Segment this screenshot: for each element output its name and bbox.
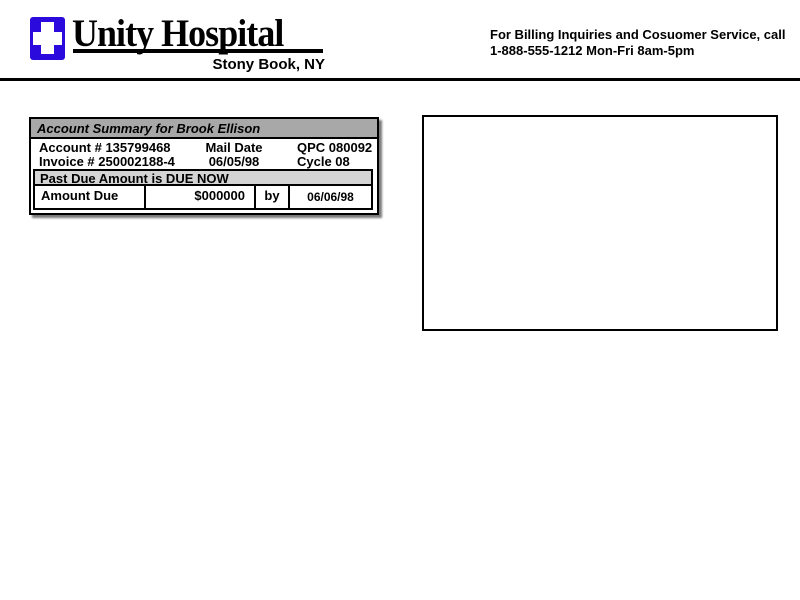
hospital-name: Unity Hospital (72, 12, 284, 55)
hospital-tagline: Stony Book, NY (212, 56, 325, 73)
qpc-cycle-column (297, 141, 372, 169)
header-divider (0, 78, 800, 81)
qpc-code: QPC 080092 (297, 140, 373, 155)
past-due-box (33, 169, 373, 210)
cycle-number: Cycle 08 (297, 154, 350, 169)
blank-box (422, 115, 778, 331)
amount-due-label: Amount Due (35, 186, 146, 208)
amount-due-value: $000000 (146, 186, 256, 208)
past-due-header: Past Due Amount is DUE NOW (35, 171, 371, 186)
due-date-value: 06/06/98 (307, 190, 354, 204)
account-summary-box (29, 117, 379, 215)
mail-date-label: Mail Date (205, 140, 263, 155)
billing-contact-info (490, 27, 785, 59)
medical-cross-icon (30, 17, 65, 60)
contact-line-2: 1-888-555-1212 Mon-Fri 8am-5pm (490, 43, 695, 58)
account-invoice-column (39, 141, 175, 169)
account-number: Account # 135799468 (39, 140, 171, 155)
contact-line-1: For Billing Inquiries and Cosuomer Service, call (490, 27, 786, 42)
mail-date-value: 06/05/98 (208, 154, 260, 169)
account-summary-title: Account Summary for Brook Ellison (31, 119, 377, 139)
mail-date-column (203, 141, 265, 169)
amount-due-row (35, 186, 371, 208)
invoice-number: Invoice # 250002188-4 (39, 154, 175, 169)
by-label: by (256, 186, 290, 208)
account-info-section (31, 139, 377, 169)
cross-vertical-bar (41, 22, 54, 54)
